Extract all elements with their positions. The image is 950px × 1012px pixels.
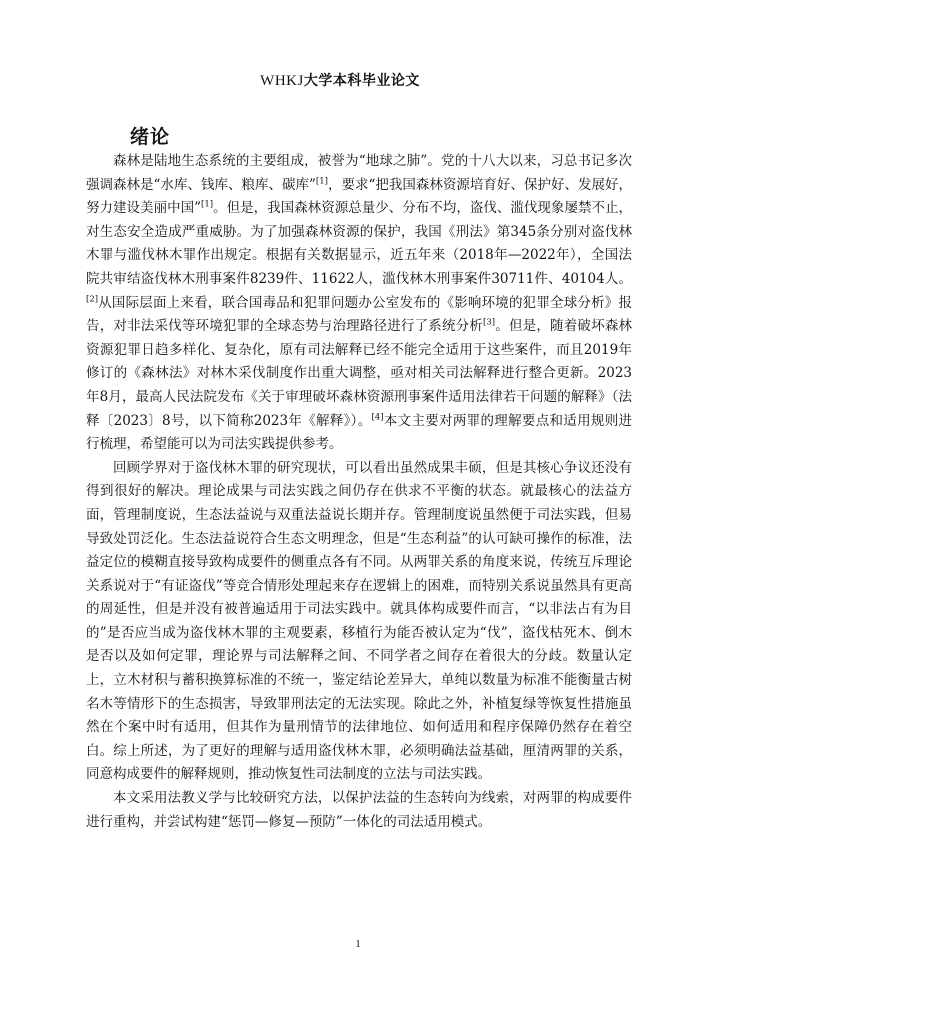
body-paragraph [86, 457, 632, 787]
header-thesis-title: 大学本科毕业论文 [303, 73, 420, 89]
paragraph-text: 本文采用法教义学与比较研究方法，以保护法益的生态转向为线索，对两罪的构成要件进行重构，并尝试构建“惩罚—修复—预防”一体化的司法适用模式。 [86, 790, 632, 830]
body-paragraph [86, 787, 632, 834]
body-text [86, 150, 632, 834]
citation-marker: [4] [371, 412, 384, 423]
citation-marker: [1] [201, 199, 214, 210]
citation-marker: [3] [483, 317, 496, 328]
citation-marker: [1] [315, 176, 328, 187]
paragraph-text: 本文主要对两罪的理解要点和适用规则进行梳理，希望能可以为司法实践提供参考。 [86, 412, 632, 453]
header-school-code: WHKJ [260, 73, 304, 89]
body-paragraph [86, 150, 632, 457]
paragraph-text: 。但是，随着破坏森林资源犯罪日趋多样化、复杂化，原有司法解释已经不能完全适用于这些案件，而且2019年修订的《森林法》对林木采伐制度作出重大调整，亟对相关司法解释进行整合更新。2023年8月，最高人民法院发布《关于审理破坏森林资源刑事案件适用法律若干问题的解释》（法释〔2023〕8号，以下简称2023年《解释》）。 [86, 318, 633, 429]
paragraph-text: 森林是陆地生态系统的主要组成，被誉为“地球之肺”。党的十八大以来，习总书记多次强调森林是“水库、钱库、粮库、碳库” [86, 153, 632, 193]
paragraph-text: 回顾学界对于盗伐林木罪的研究现状，可以看出虽然成果丰硕，但是其核心争议还没有得到很好的解决。理论成果与司法实践之间仍存在供求不平衡的状态。就最核心的法益方面，管理制度说，生态法益说与双重法益说长期并存。管理制度说虽然便于司法实践，但易导致处罚泛化。生态法益说符合生态文明理念，但是“生态利益”的认可缺可操作的标准，法益定位的模糊直接导致构成要件的侧重点各有不同。从两罪关系的角度来说，传统互斥理论关系说对于“有证盗伐”等竞合情形处理起来存在逻辑上的困难，而特别关系说虽然具有更高的周延性，但是并没有被普遍适用于司法实践中。就具体构成要件而言，“以非法占有为目的”是否应当成为盗伐林木罪的主观要素，移植行为能否被认定为“伐”，盗伐枯死木、倒木是否以及如何定罪，理论界与司法解释之间、不同学者之间存在着很大的分歧。数量认定上，立木材积与蓄积换算标准的不统一，鉴定结论差异大，单纯以数量为标准不能衡量古树名木等情形下的生态损害，导致罪刑法定的无法实现。除此之外，补植复绿等恢复性措施虽然在个案中时有适用，但其作为量刑情节的法律地位、如何适用和程序保障仍然存在着空白。综上所述，为了更好的理解与适用盗伐林木罪，必须明确法益基础，厘清两罪的关系，同意构成要件的解释规则，推动恢复性司法制度的立法与司法实践。 [86, 459, 632, 783]
page-header [0, 70, 680, 90]
page-number: 1 [355, 938, 361, 950]
section-heading: 绪论 [130, 126, 171, 148]
citation-marker: [2] [86, 294, 99, 305]
paragraph-text: 。但是，我国森林资源总量少、分布不均，盗伐、滥伐现象屡禁不止，对生态安全造成严重威胁。为了加强森林资源的保护，我国《刑法》第345条分别对盗伐林木罪与滥伐林木罪作出规定。根据有关数据显示，近五年来（2018年—2022年），全国法院共审结盗伐林木刑事案件8239件、11622人，滥伐林木刑事案件30711件、40104人。 [86, 200, 632, 287]
paragraph-text: 从国际层面上来看，联合国毒品和犯罪问题办公室发布的《影响环境的犯罪全球分析》报告，对非法采伐等环境犯罪的全球态势与治理路径进行了系统分析 [86, 294, 632, 335]
paragraph-text: ，要求“把我国森林资源培育好、保护好、发展好，努力建设美丽中国” [86, 176, 632, 217]
